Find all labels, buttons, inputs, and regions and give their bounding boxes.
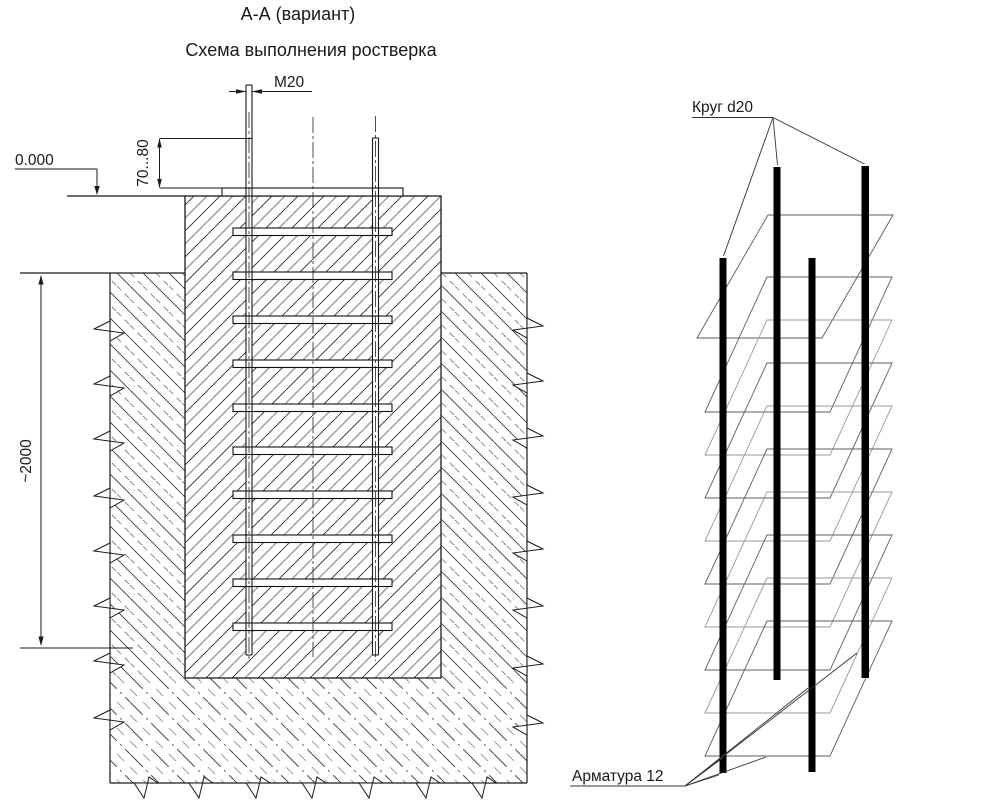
protrusion-label: 70...80 <box>135 139 152 187</box>
rod-label: Круг d20 <box>692 99 754 116</box>
soil-strip-right <box>441 273 527 678</box>
depth-label: ~2000 <box>18 439 35 483</box>
dim-arrow <box>38 275 43 285</box>
cage-rods <box>720 166 870 773</box>
section-view <box>15 74 543 798</box>
rod-front-left <box>720 258 727 773</box>
tie-label: Арматура 12 <box>572 768 664 785</box>
dim-arrow <box>252 89 262 94</box>
dim-arrow <box>236 89 246 94</box>
dim-arrow <box>38 637 43 647</box>
dim-arrow <box>157 139 162 148</box>
m20-label: М20 <box>274 74 305 91</box>
dim-protrusion <box>135 139 252 189</box>
rod-back-left <box>774 167 781 680</box>
level-label: 0.000 <box>15 152 54 169</box>
level-arrow-icon <box>94 186 99 195</box>
dim-arrow <box>157 179 162 188</box>
cage-view <box>570 99 893 786</box>
page-title: А-А (вариант) <box>240 4 356 24</box>
soil-bottom <box>110 678 527 783</box>
dim-m20 <box>229 74 312 94</box>
rod-back-right <box>862 166 870 678</box>
level-mark <box>15 152 100 195</box>
rod-front-right <box>809 258 816 772</box>
page-subtitle: Схема выполнения ростверка <box>185 40 437 60</box>
